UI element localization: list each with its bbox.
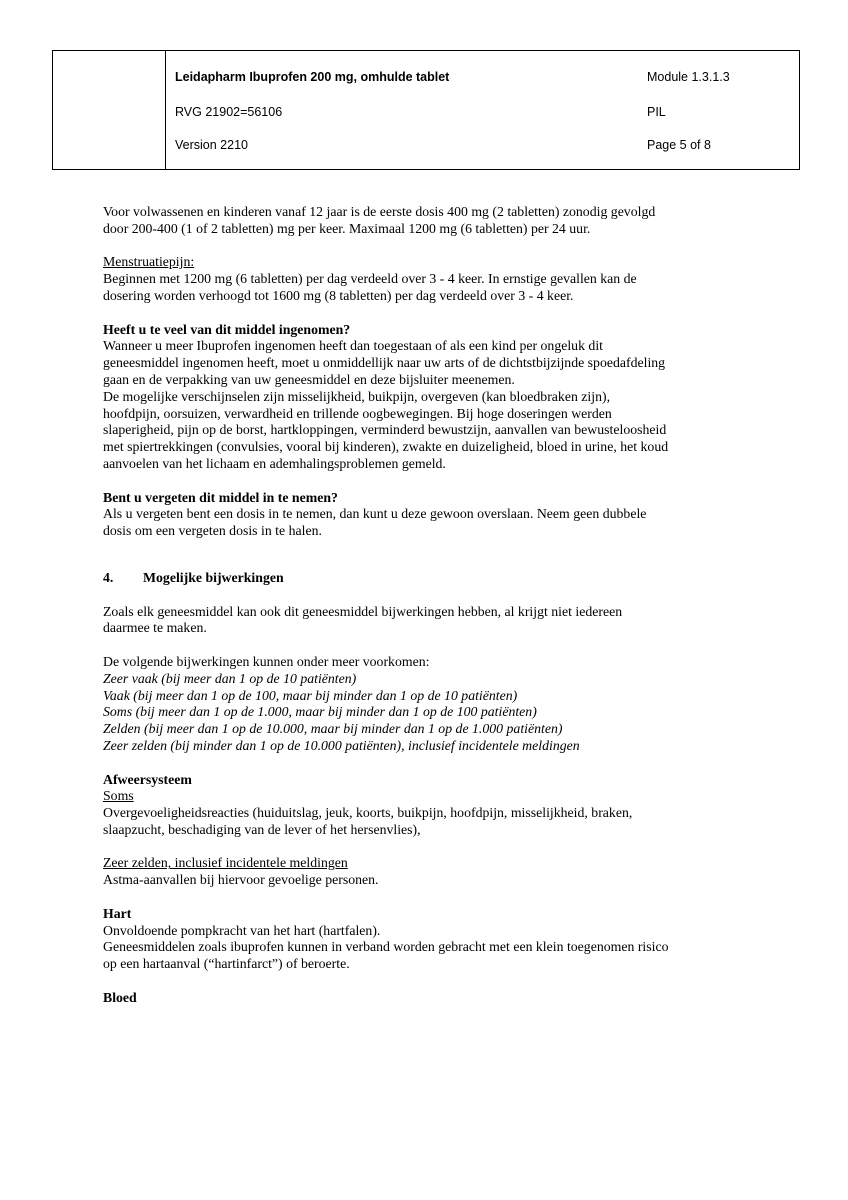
body-line: Beginnen met 1200 mg (6 tabletten) per dag verdeeld over 3 - 4 keer. In ernstige gevallen kan de [103,271,637,287]
body-line: door 200-400 (1 of 2 tabletten) mg per keer. Maximaal 1200 mg (6 tabletten) per 24 uur. [103,220,591,236]
body-line: hoofdpijn, oorsuizen, verwardheid en trillende oogbewegingen. Bij hoge doseringen werden [103,405,612,421]
document-body [103,204,763,1007]
body-line: aanvoelen van het lichaam en ademhalingsproblemen gemeld. [103,455,446,471]
frequency-item: Zeer vaak (bij meer dan 1 op de 10 patiënten) [103,670,357,686]
frequency-item: Zelden (bij meer dan 1 op de 10.000, maar bij minder dan 1 op de 1.000 patiënten) [103,721,563,737]
frequency-item: Vaak (bij meer dan 1 op de 100, maar bij minder dan 1 op de 10 patiënten) [103,687,518,703]
body-line: Zoals elk geneesmiddel kan ook dit geneesmiddel bijwerkingen hebben, al krijgt niet iedereen [103,603,623,619]
menstruation-heading: Menstruatiepijn: [103,254,195,270]
header-row-3 [53,137,799,153]
body-line: slaperigheid, pijn op de borst, hartkloppingen, verminderd bewustzijn, aanvallen van bewusteloosheid [103,422,667,438]
product-title: Leidapharm Ibuprofen 200 mg, omhulde tablet [175,70,450,84]
immune-rare-label: Zeer zelden, inclusief incidentele meldingen [103,855,348,871]
section-4-number: 4. [103,569,114,585]
body-line: Geneesmiddelen zoals ibuprofen kunnen in verband worden gebracht met een klein toegenomen risico [103,939,669,955]
module-label: Module 1.3.1.3 [647,70,730,84]
immune-soms-label: Soms [103,788,134,804]
body-line: met spiertrekkingen (convulsies, vooral bij kinderen), zwakte en duizeligheid, bloed in urine, het koud [103,439,669,455]
body-line: daarmee te maken. [103,620,207,636]
heart-heading: Hart [103,905,132,921]
rvg-number: RVG 21902=56106 [175,105,283,119]
body-line: op een hartaanval (“hartinfarct”) of beroerte. [103,956,350,972]
body-line: Astma-aanvallen bij hiervoor gevoelige personen. [103,872,379,888]
blood-heading: Bloed [103,989,137,1005]
body-line: Voor volwassenen en kinderen vanaf 12 jaar is de eerste dosis 400 mg (2 tabletten) zonodig gevolgd [103,204,656,219]
body-line: geneesmiddel ingenomen heeft, moet u onmiddellijk naar uw arts of de dichtstbijzijnde spoedafdeling [103,355,666,371]
section-4-heading [103,570,763,587]
body-line: Overgevoeligheidsreacties (huiduitslag, jeuk, koorts, buikpijn, hoofdpijn, misselijkheid, braken, [103,805,633,821]
header-row-2 [53,104,799,120]
frequency-intro: De volgende bijwerkingen kunnen onder meer voorkomen: [103,653,430,669]
body-line: dosis om een vergeten dosis in te halen. [103,523,322,539]
overdose-heading: Heeft u te veel van dit middel ingenomen? [103,321,351,337]
body-line: Onvoldoende pompkracht van het hart (hartfalen). [103,922,381,938]
forgot-heading: Bent u vergeten dit middel in te nemen? [103,489,338,505]
body-line: De mogelijke verschijnselen zijn misselijkheid, buikpijn, overgeven (kan bloedbraken zijn), [103,388,611,404]
version-label: Version 2210 [175,138,248,152]
frequency-item: Zeer zelden (bij minder dan 1 op de 10.000 patiënten), inclusief incidentele meldingen [103,737,580,753]
doc-type: PIL [647,105,666,119]
body-line: dosering worden verhoogd tot 1600 mg (8 tabletten) per dag verdeeld over 3 - 4 keer. [103,287,574,303]
page-number: Page 5 of 8 [647,138,711,152]
body-line: slaapzucht, beschadiging van de lever of het hersenvlies), [103,821,421,837]
body-line: Als u vergeten bent een dosis in te nemen, dan kunt u deze gewoon overslaan. Neem geen dubbele [103,506,647,522]
header-row-1 [53,69,799,85]
body-line: gaan en de verpakking van uw geneesmiddel en deze bijsluiter meenemen. [103,371,515,387]
document-header [52,50,800,170]
immune-heading: Afweersysteem [103,771,192,787]
frequency-item: Soms (bij meer dan 1 op de 1.000, maar bij minder dan 1 op de 100 patiënten) [103,704,537,720]
body-line: Wanneer u meer Ibuprofen ingenomen heeft dan toegestaan of als een kind per ongeluk dit [103,338,603,354]
section-4-title: Mogelijke bijwerkingen [143,569,284,585]
